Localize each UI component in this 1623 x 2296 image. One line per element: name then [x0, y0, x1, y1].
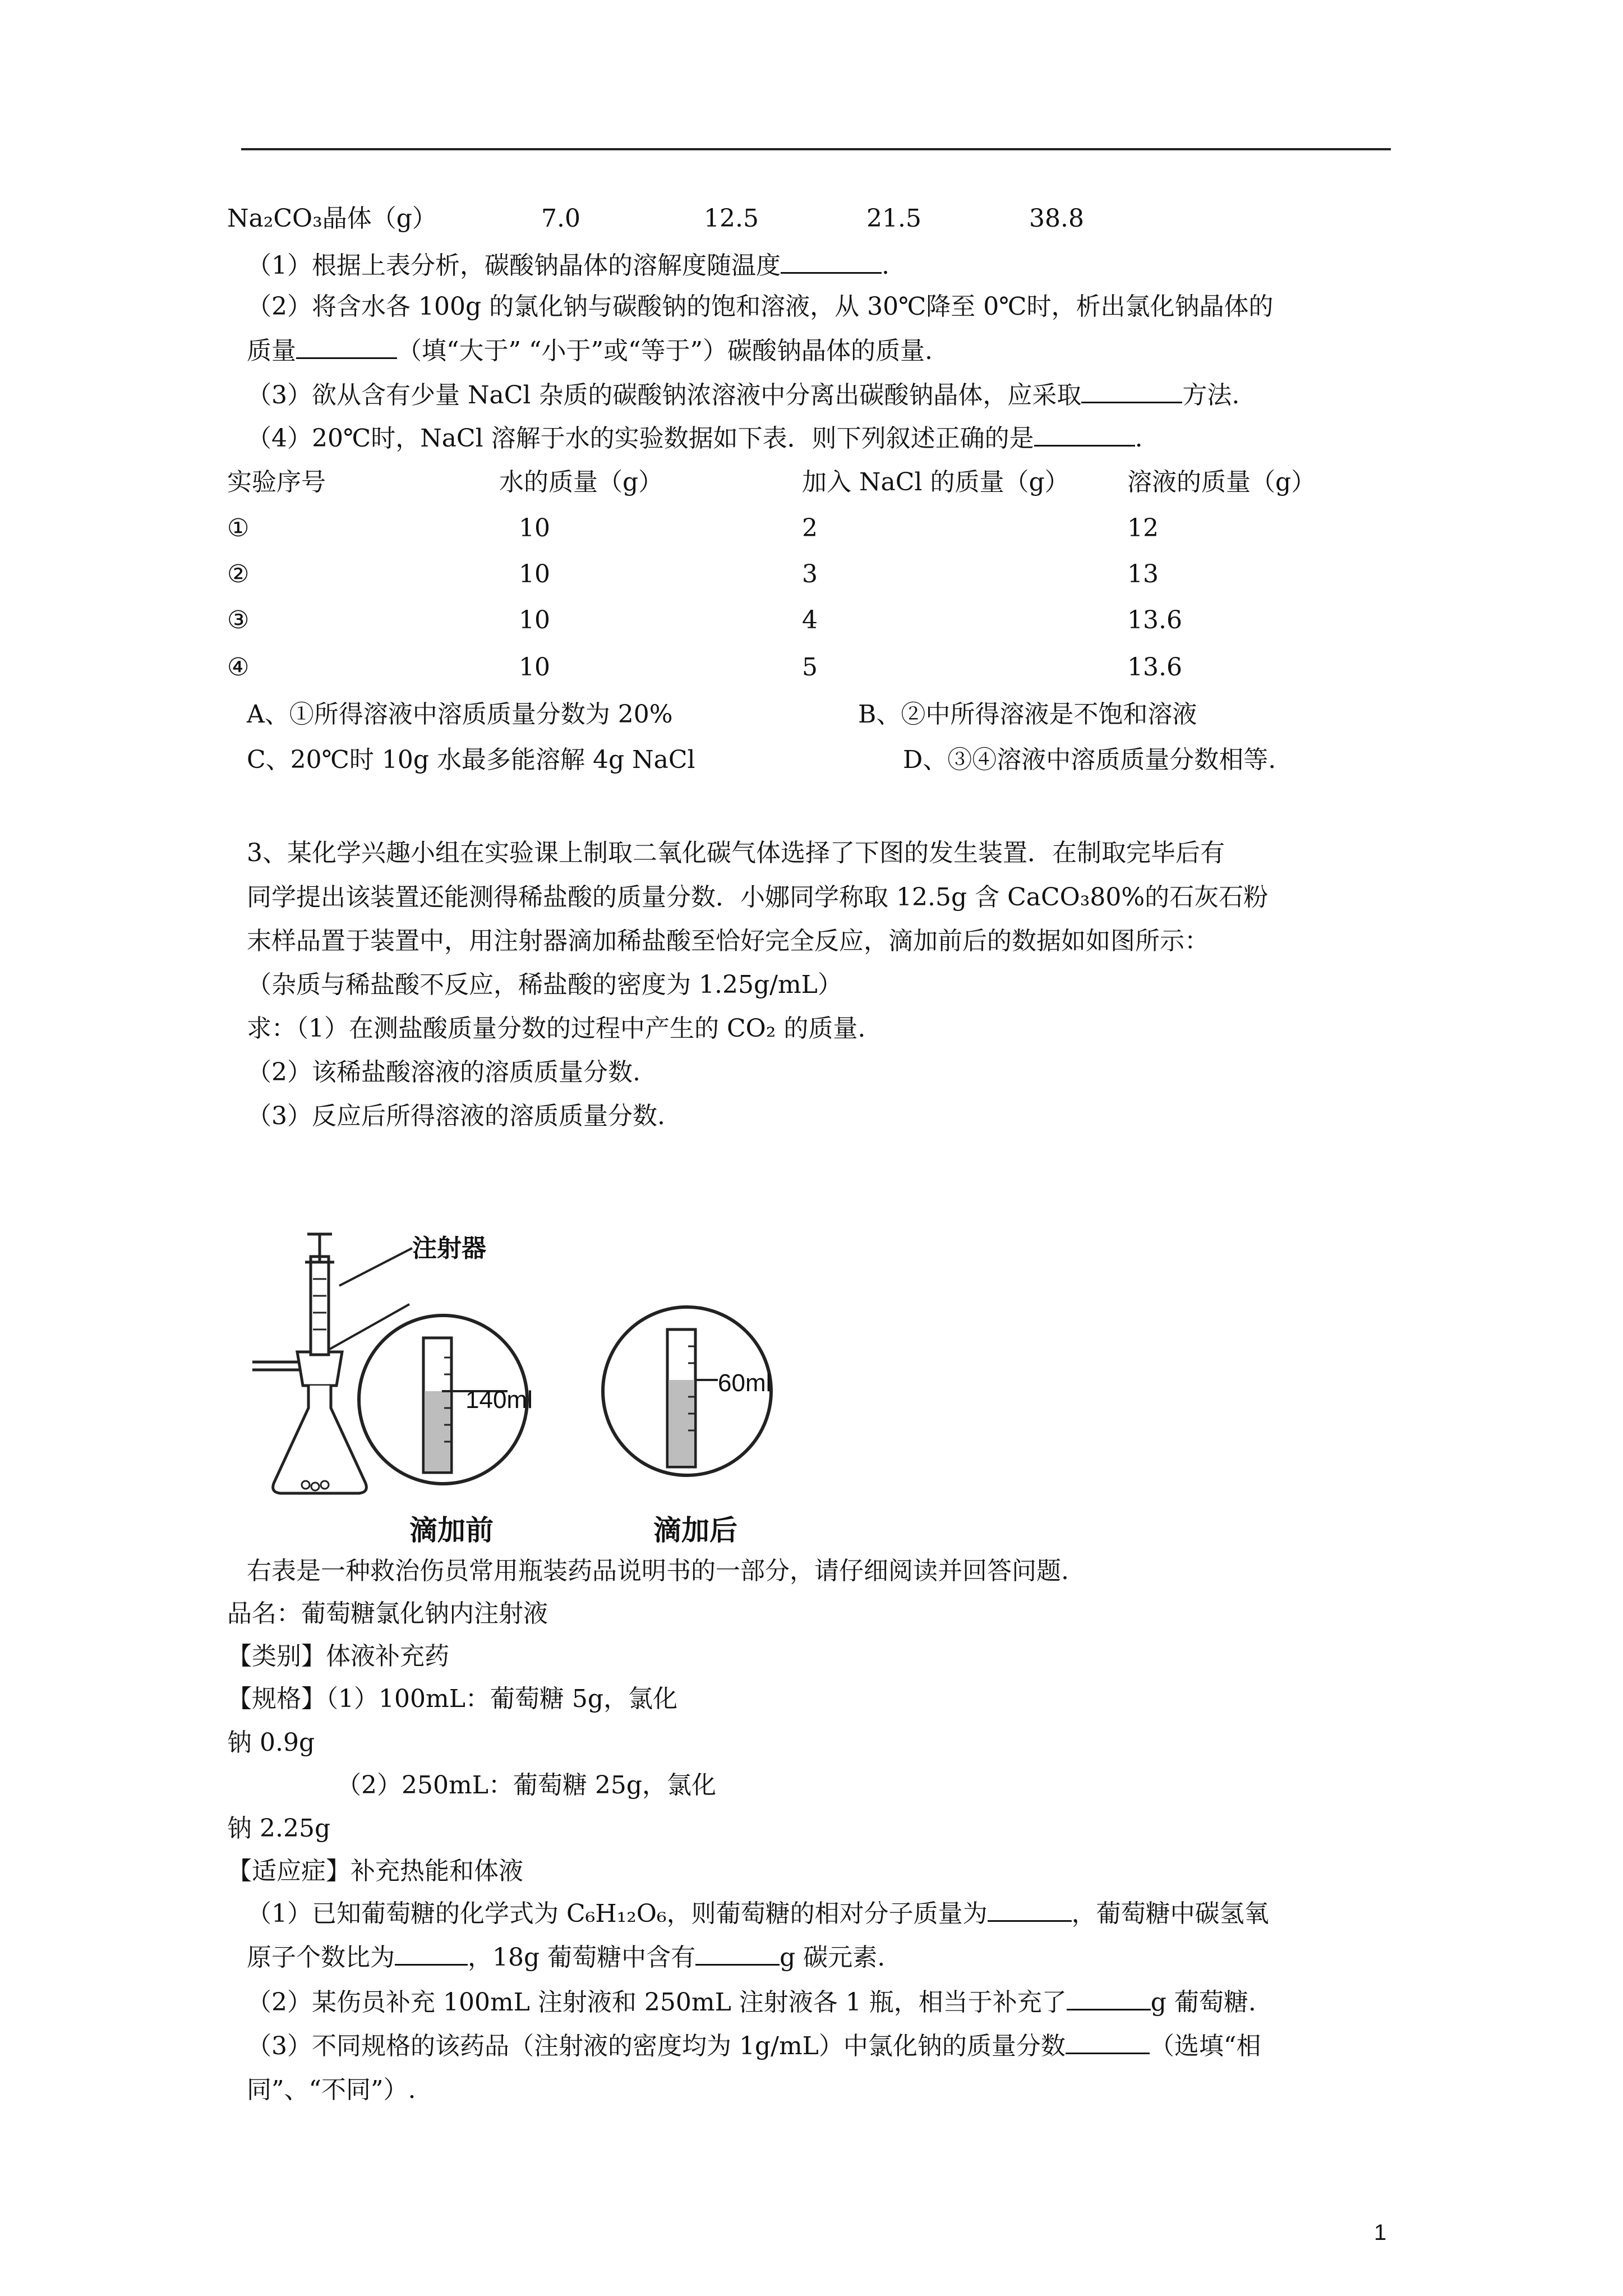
rubber-stopper: [297, 1352, 342, 1386]
table-header-seq: 实验序号: [227, 468, 326, 496]
table-row-1-seq: ①: [227, 514, 250, 542]
q3-line5: 求：（1）在测盐酸质量分数的过程中产生的 CO₂ 的质量.: [247, 1014, 866, 1043]
na2co3-value-3: 21.5: [866, 204, 921, 233]
answer-blank[interactable]: [988, 1898, 1072, 1922]
before-caption: 滴加前: [409, 1515, 494, 1546]
answer-blank[interactable]: [1066, 2030, 1150, 2054]
table-row-4-water: 10: [519, 653, 550, 682]
q3-line4: （杂质与稀盐酸不反应，稀盐酸的密度为 1.25g/mL）: [247, 970, 842, 999]
q3-line6: （2）该稀盐酸溶液的溶质质量分数.: [247, 1058, 640, 1087]
answer-blank[interactable]: [1067, 1986, 1151, 2010]
table-row-3-nacl: 4: [802, 606, 818, 634]
q4-intro: 右表是一种救治伤员常用瓶装药品说明书的一部分，请仔细阅读并回答问题.: [247, 1557, 1069, 1585]
after-reading: 60ml: [718, 1369, 772, 1397]
table-row-1-nacl: 2: [802, 514, 818, 542]
table-row-3-seq: ③: [227, 606, 250, 634]
na2co3-row-label: Na₂CO₃晶体（g）: [227, 204, 437, 233]
page-number: 1: [1374, 2220, 1387, 2245]
before-reading: 140ml: [465, 1386, 533, 1414]
q2-sub4: （4）20℃时，NaCl 溶解于水的实验数据如下表．则下列叙述正确的是 .: [247, 422, 1143, 455]
table-header-solution: 溶液的质量（g）: [1127, 468, 1316, 496]
q4-spec2-line1: （2）250mL：葡萄糖 25g，氯化: [336, 1771, 717, 1800]
q4-spec2-line2: 钠 2.25g: [227, 1814, 331, 1843]
after-caption: 滴加后: [653, 1515, 737, 1546]
q4-sub2: （2）某伤员补充 100mL 注射液和 250mL 注射液各 1 瓶，相当于补充了 g 葡萄糖.: [247, 1986, 1256, 2019]
syringe-icon: [311, 1257, 329, 1355]
apparatus-figure: [241, 1223, 886, 1559]
q2-sub1: （1）根据上表分析，碳酸钠晶体的溶解度随温度 .: [247, 249, 889, 283]
option-b: B、②中所得溶液是不饱和溶液: [858, 700, 1197, 729]
liquid-after: [668, 1380, 694, 1466]
answer-blank[interactable]: [1034, 422, 1135, 447]
q3-line3: 末样品置于装置中，用注射器滴加稀盐酸至恰好完全反应，滴加前后的数据如如图所示：: [247, 927, 1209, 955]
table-row-4-nacl: 5: [802, 653, 818, 682]
q2-sub3: （3）欲从含有少量 NaCl 杂质的碳酸钠浓溶液中分离出碳酸钠晶体，应采取 方法.: [247, 379, 1239, 412]
answer-blank[interactable]: [395, 1941, 468, 1966]
table-row-4-solution: 13.6: [1127, 653, 1182, 682]
table-row-2-water: 10: [519, 560, 550, 588]
table-row-2-nacl: 3: [802, 560, 818, 588]
table-header-nacl: 加入 NaCl 的质量（g）: [802, 468, 1069, 496]
q4-indication: 【适应症】补充热能和体液: [227, 1857, 523, 1885]
q4-category: 【类别】体液补充药: [227, 1642, 449, 1671]
table-row-4-seq: ④: [227, 653, 250, 682]
option-a: A、①所得溶液中溶质质量分数为 20%: [247, 700, 673, 729]
syringe-label: 注射器: [412, 1235, 486, 1262]
option-c: C、20℃时 10g 水最多能溶解 4g NaCl: [247, 746, 695, 774]
answer-blank[interactable]: [781, 250, 882, 274]
table-header-water: 水的质量（g）: [499, 468, 663, 496]
q3-line2: 同学提出该装置还能测得稀盐酸的质量分数．小娜同学称取 12.5g 含 CaCO₃80%的石灰石粉: [247, 883, 1269, 912]
table-row-1-solution: 12: [1127, 514, 1159, 542]
q4-sub3-line1: （3）不同规格的该药品（注射液的密度均为 1g/mL）中氯化钠的质量分数 （选填“相: [247, 2030, 1261, 2063]
answer-blank[interactable]: [695, 1941, 780, 1966]
q4-spec1-line2: 钠 0.9g: [227, 1728, 315, 1757]
conical-flask-icon: [273, 1386, 367, 1493]
q4-sub1-line1: （1）已知葡萄糖的化学式为 C₆H₁₂O₆，则葡萄糖的相对分子质量为 ，葡萄糖中碳氢氧: [247, 1897, 1269, 1931]
q4-spec1-line1: 【规格】（1）100mL：葡萄糖 5g，氯化: [227, 1685, 678, 1713]
q2-sub2-line2: 质量 （填“大于” “小于”或“等于”）碳酸钠晶体的质量.: [247, 334, 933, 368]
table-row-2-seq: ②: [227, 560, 250, 588]
na2co3-value-4: 38.8: [1029, 204, 1084, 233]
q4-sub3-line2: 同”、“不同”）.: [247, 2076, 416, 2104]
table-row-1-water: 10: [519, 514, 550, 542]
table-row-2-solution: 13: [1127, 560, 1159, 588]
q2-sub2-line1: （2）将含水各 100g 的氯化钠与碳酸钠的饱和溶液，从 30℃降至 0℃时，析出氯化钠晶体的: [247, 292, 1274, 321]
answer-blank[interactable]: [296, 335, 397, 359]
table-row-3-water: 10: [519, 606, 550, 634]
answer-blank[interactable]: [1081, 379, 1182, 403]
q4-product-name: 品名：葡萄糖氯化钠内注射液: [227, 1599, 548, 1628]
option-d: D、③④溶液中溶质质量分数相等.: [903, 746, 1276, 774]
na2co3-value-2: 12.5: [704, 204, 759, 233]
q3-line7: （3）反应后所得溶液的溶质质量分数.: [247, 1102, 665, 1130]
liquid-before: [425, 1391, 450, 1471]
q4-sub1-line2: 原子个数比为 ，18g 葡萄糖中含有 g 碳元素.: [247, 1941, 885, 1975]
na2co3-value-1: 7.0: [541, 204, 580, 233]
header-rule: [241, 148, 1391, 150]
q3-line1: 3、某化学兴趣小组在实验课上制取二氧化碳气体选择了下图的发生装置．在制取完毕后有: [247, 839, 1225, 867]
table-row-3-solution: 13.6: [1127, 606, 1182, 634]
